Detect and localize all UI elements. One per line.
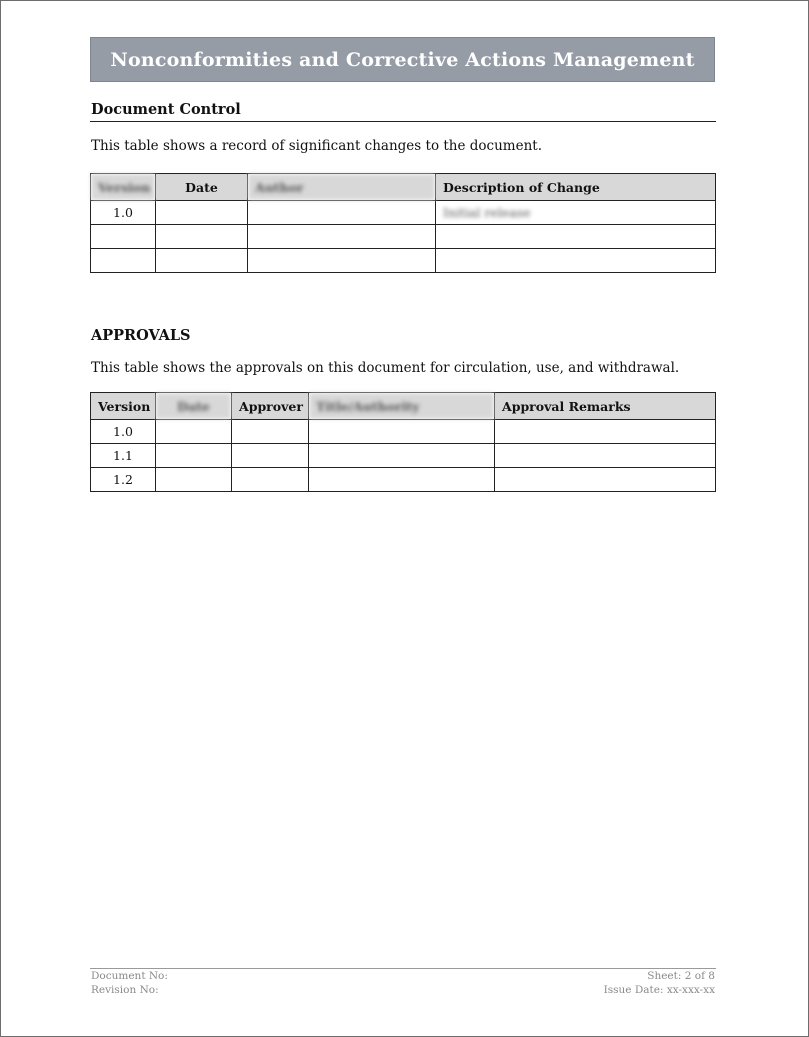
column-header-date: Date (156, 393, 232, 420)
cell-date (156, 420, 232, 444)
document-control-heading: Document Control (91, 101, 241, 118)
table-row (91, 420, 716, 444)
cell-version: 1.0 (91, 420, 156, 444)
footer-issue-date: Issue Date: xx-xxx-xx (603, 984, 715, 996)
cell-approval-remarks (495, 444, 716, 468)
cell-approver (232, 468, 309, 492)
cell-version: 1.2 (91, 468, 156, 492)
column-header-version: Version (91, 174, 156, 201)
table-header-row (91, 174, 716, 201)
cell-version (91, 249, 156, 273)
table-row (91, 225, 716, 249)
cell-date (156, 225, 248, 249)
heading-rule (90, 121, 716, 122)
column-header-author: Author (248, 174, 436, 201)
cell-version: 1.1 (91, 444, 156, 468)
column-header-approval-remarks: Approval Remarks (495, 393, 716, 420)
cell-author (248, 249, 436, 273)
cell-date (156, 444, 232, 468)
cell-description (436, 225, 716, 249)
cell-approval-remarks (495, 468, 716, 492)
footer-revision-no: Revision No: (91, 984, 159, 996)
column-header-approver: Approver (232, 393, 309, 420)
cell-author (248, 201, 436, 225)
approvals-heading: APPROVALS (91, 327, 191, 344)
approvals-intro: This table shows the approvals on this document for circulation, use, and withdrawal. (91, 360, 680, 376)
document-control-table (90, 173, 716, 273)
document-control-intro: This table shows a record of significant changes to the document. (91, 138, 542, 154)
cell-date (156, 249, 248, 273)
footer-rule (90, 968, 716, 969)
table-row (91, 249, 716, 273)
footer-sheet: Sheet: 2 of 8 (647, 970, 715, 982)
cell-approver (232, 420, 309, 444)
table-header-row (91, 393, 716, 420)
cell-title-authority (309, 444, 495, 468)
cell-version (91, 225, 156, 249)
cell-title-authority (309, 468, 495, 492)
column-header-description: Description of Change (436, 174, 716, 201)
approvals-table (90, 392, 716, 492)
footer-document-no: Document No: (91, 970, 168, 982)
column-header-version: Version (91, 393, 156, 420)
cell-description: Initial release (436, 201, 716, 225)
table-row (91, 201, 716, 225)
table-row (91, 468, 716, 492)
column-header-date: Date (156, 174, 248, 201)
cell-description (436, 249, 716, 273)
cell-title-authority (309, 420, 495, 444)
cell-date (156, 468, 232, 492)
cell-version: 1.0 (91, 201, 156, 225)
table-row (91, 444, 716, 468)
column-header-title-authority: Title/Authority (309, 393, 495, 420)
cell-author (248, 225, 436, 249)
cell-date (156, 201, 248, 225)
document-title: Nonconformities and Corrective Actions Management (90, 37, 715, 82)
cell-approver (232, 444, 309, 468)
cell-approval-remarks (495, 420, 716, 444)
